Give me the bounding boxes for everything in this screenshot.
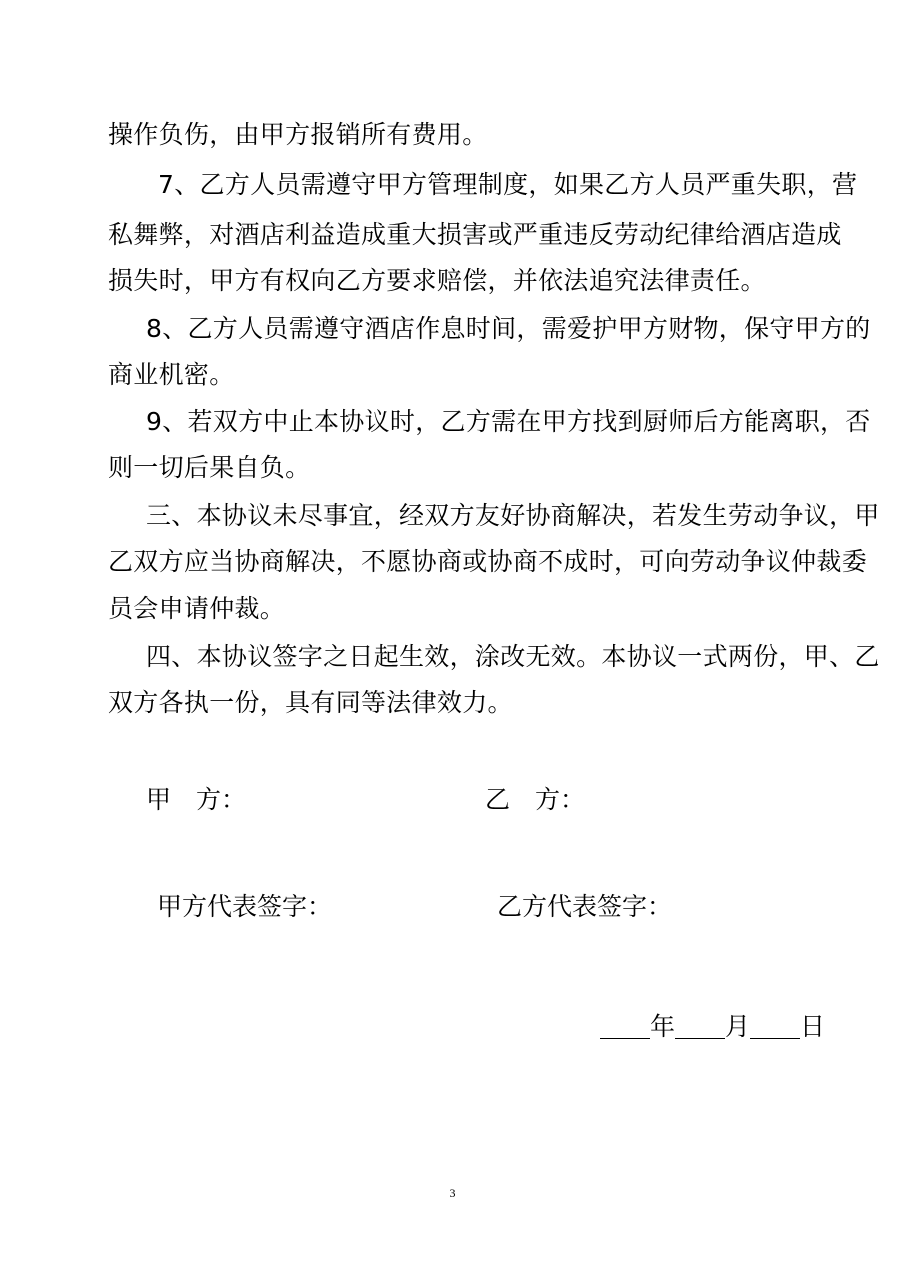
- paragraph-line: 私舞弊，对酒店利益造成重大损害或严重违反劳动纪律给酒店造成: [108, 220, 842, 249]
- paragraph-line: 乙双方应当协商解决，不愿协商或协商不成时，可向劳动争议仲裁委: [108, 547, 868, 576]
- year-blank: [600, 1014, 650, 1039]
- day-label: 日: [800, 1012, 826, 1041]
- year-label: 年: [650, 1012, 676, 1041]
- paragraph-line: 商业机密。: [108, 360, 235, 389]
- party-b-rep-signature-label: 乙方代表签字：: [497, 892, 673, 921]
- paragraph-line: 则一切后果自负。: [108, 453, 311, 482]
- paragraph-line: 三、本协议未尽事宜，经双方友好协商解决，若发生劳动争议，甲: [146, 501, 880, 530]
- paragraph-line: 操作负伤，由甲方报销所有费用。: [108, 120, 488, 149]
- party-b-label: 乙 方：: [485, 785, 586, 814]
- month-label: 月: [725, 1012, 751, 1041]
- paragraph-line: 9、若双方中止本协议时，乙方需在甲方找到厨师后方能离职，否: [146, 407, 871, 436]
- paragraph-line: 员会申请仲裁。: [108, 594, 286, 623]
- paragraph-line: 损失时，甲方有权向乙方要求赔偿，并依法追究法律责任。: [108, 266, 766, 295]
- paragraph-line: 8、乙方人员需遵守酒店作息时间，需爱护甲方财物，保守甲方的: [146, 314, 871, 343]
- party-a-rep-signature-label: 甲方代表签字：: [157, 892, 333, 921]
- date-line: [600, 1012, 825, 1042]
- paragraph-line: 7、乙方人员需遵守甲方管理制度，如果乙方人员严重失职，营: [158, 170, 858, 199]
- page-number: 3: [449, 1186, 456, 1200]
- day-blank: [750, 1014, 800, 1039]
- paragraph-line: 四、本协议签字之日起生效，涂改无效。本协议一式两份，甲、乙: [146, 642, 880, 671]
- party-a-label: 甲 方：: [146, 785, 247, 814]
- paragraph-line: 双方各执一份，具有同等法律效力。: [108, 688, 513, 717]
- month-blank: [675, 1014, 725, 1039]
